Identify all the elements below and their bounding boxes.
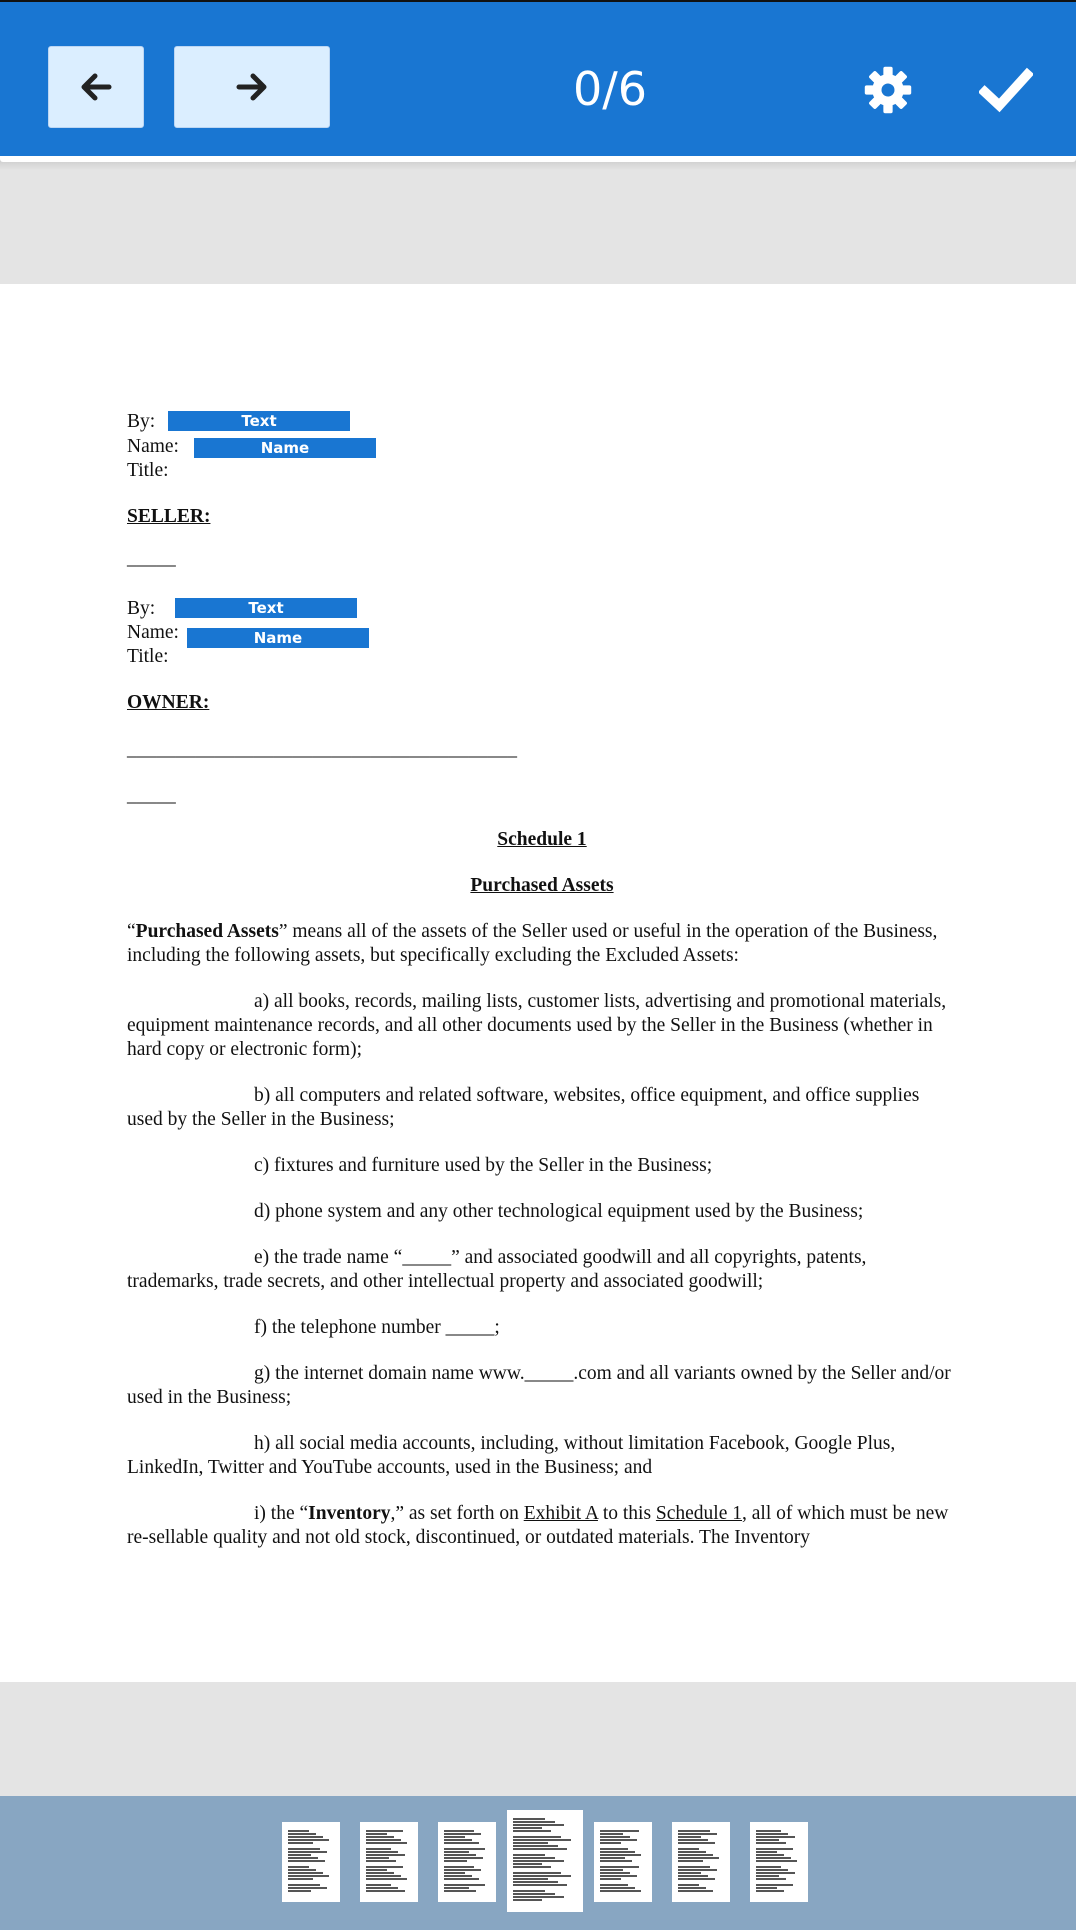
seller-by-label: By: [127,598,156,619]
thumbnail-text-line [366,1833,387,1835]
thumbnail-text-line [678,1830,710,1832]
thumbnail-text-line [513,1857,555,1859]
thumbnail-text-line [444,1887,469,1889]
thumbnail-text-line [444,1842,479,1844]
thumbnail-text-line [756,1884,793,1886]
thumbnail-text-line [756,1848,793,1850]
seller-title-label: Title: [127,646,169,667]
thumbnail-text-line [600,1848,628,1850]
thumbnail-text-line [444,1878,479,1880]
thumbnail-text-line [678,1869,717,1871]
thumbnail-text-line [513,1893,555,1895]
thumbnail-text-line [444,1860,467,1862]
top-toolbar [0,0,1076,160]
intro-open-quote: “ [127,921,136,942]
schedule-subtitle: Purchased Assets [470,875,614,896]
owner-heading: OWNER: [127,692,210,713]
checkmark-icon [979,63,1033,117]
page-thumbnail-3[interactable] [438,1822,496,1902]
intro-text: ” means all of the assets of the Seller used or useful in the operation of the Business, including the following assets, but specifically excluding the Excluded Assets: [127,921,938,966]
thumbnail-text-line [366,1839,401,1841]
thumbnail-text-line [513,1824,564,1826]
thumbnail-text-line [444,1872,465,1874]
thumbnail-text-line [513,1836,561,1838]
thumbnail-text-line [288,1869,316,1871]
thumbnail-text-line [366,1830,403,1832]
item-e: e) the trade name “_____” and associated goodwill and all copyrights, patents, trademarks, trade secrets, and other intellectual property and associated goodwill; [127,1247,867,1292]
thumbnail-text-line [513,1881,558,1883]
thumbnail-text-line [366,1878,407,1880]
thumbnail-text-line [444,1830,474,1832]
item-i-mid1: ,” as set forth on [390,1503,524,1524]
thumbnail-text-line [600,1842,621,1844]
thumbnail-text-line [756,1842,786,1844]
thumbnail-text-line [366,1869,387,1871]
thumbnail-text-line [678,1842,715,1844]
thumbnail-text-line [678,1884,699,1886]
thumbnail-text-line [513,1899,542,1901]
thumbnail-text-line [756,1887,777,1889]
arrow-right-icon [232,67,272,107]
item-f: f) the telephone number _____; [254,1317,500,1338]
thumbnail-text-line [678,1833,717,1835]
thumbnail-text-line [600,1836,630,1838]
thumbnail-text-line [678,1851,706,1853]
done-button[interactable] [978,62,1034,118]
thumbnail-text-line [366,1884,391,1886]
thumbnail-text-line [366,1875,401,1877]
page-thumbnail-2[interactable] [360,1822,418,1902]
thumbnail-text-line [366,1854,405,1856]
thumbnail-text-line [513,1863,542,1865]
thumbnail-text-line [513,1839,571,1841]
thumbnail-text-line [288,1830,309,1832]
thumbnail-text-line [288,1872,323,1874]
thumbnail-text-line [366,1857,389,1859]
thumbnail-text-line [444,1875,472,1877]
thumbnail-text-line [600,1875,637,1877]
page-thumbnail-5[interactable] [594,1822,652,1902]
thumbnail-text-line [678,1854,713,1856]
thumbnail-text-line [288,1875,329,1877]
seller-by-text-field[interactable]: Text [175,598,357,618]
thumbnail-text-line [513,1890,545,1892]
thumbnail-text-line [288,1866,309,1868]
thumbnail-text-line [288,1854,311,1856]
name-label: Name: [127,436,179,457]
thumbnail-text-line [513,1860,564,1862]
thumbnail-text-line [600,1851,635,1853]
thumbnail-text-line [756,1869,788,1871]
thumbnail-text-line [513,1821,555,1823]
thumbnail-text-line [600,1860,632,1862]
page-thumbnail-1[interactable] [282,1822,340,1902]
thumbnail-text-line [600,1878,621,1880]
thumbnail-text-line [678,1872,701,1874]
thumbnail-text-line [756,1875,779,1877]
previous-field-button[interactable] [48,46,144,128]
exhibit-a-reference: Exhibit A [523,1503,598,1524]
thumbnail-text-line [756,1872,795,1874]
arrow-left-icon [76,67,116,107]
schedule-1-reference: Schedule 1 [655,1503,743,1524]
thumbnail-text-line [366,1866,403,1868]
toolbar-progress-line [0,156,1076,162]
intro-defined-term: Purchased Assets [135,921,279,942]
thumbnail-text-line [288,1833,316,1835]
item-d: d) phone system and any other technological equipment used by the Business; [254,1201,864,1222]
thumbnail-text-line [366,1842,407,1844]
thumbnail-text-line [678,1848,699,1850]
thumbnail-text-line [513,1854,545,1856]
item-b: b) all computers and related software, websites, office equipment, and office supplies used by the Seller in the Business; [127,1085,920,1130]
thumbnail-text-line [288,1860,325,1862]
thumbnail-text-line [678,1860,703,1862]
thumbnail-text-line [444,1851,469,1853]
seller-signature-line: _____ [127,548,176,569]
thumbnail-text-line [288,1884,320,1886]
page-thumbnail-7[interactable] [750,1822,808,1902]
thumbnail-text-line [756,1839,779,1841]
thumbnail-text-line [513,1884,567,1886]
thumbnail-text-line [513,1818,545,1820]
thumbnail-text-line [600,1872,630,1874]
purchased-assets-intro [127,920,957,968]
thumbnail-text-line [288,1851,327,1853]
thumbnail-text-line [756,1854,784,1856]
thumbnail-text-line [756,1851,777,1853]
thumbnail-text-line [678,1890,713,1892]
thumbnail-text-line [444,1833,481,1835]
thumbnail-text-line [600,1884,628,1886]
thumbnail-text-line [444,1866,474,1868]
item-i-mid2: to this [597,1503,656,1524]
item-i-end: , all of which must be new re-sellable quality and not old stock, discontinued, or outdated materials. The Inventory [127,1503,949,1548]
gear-icon [862,64,914,116]
thumbnail-text-line [444,1836,465,1838]
item-i-defined-term: Inventory [308,1503,391,1524]
buyer-by-text-field[interactable]: Text [168,411,350,431]
thumbnail-text-line [756,1830,781,1832]
thumbnail-text-line [288,1890,311,1892]
thumbnail-text-line [444,1869,481,1871]
thumbnail-text-line [288,1857,318,1859]
thumbnail-text-line [678,1839,708,1841]
thumbnail-text-line [678,1866,710,1868]
thumbnail-text-line [513,1896,564,1898]
thumbnail-text-line [513,1842,548,1844]
thumbnail-text-line [513,1866,551,1868]
thumbnail-text-line [678,1875,708,1877]
thumbnail-text-line [756,1890,784,1892]
thumbnail-text-line [444,1854,476,1856]
thumbnail-text-line [513,1878,548,1880]
by-label: By: [127,411,156,432]
thumbnail-text-line [600,1854,641,1856]
thumbnail-text-line [756,1857,791,1859]
item-i [127,1502,957,1550]
thumbnail-text-line [366,1872,394,1874]
thumbnail-text-line [366,1848,391,1850]
schedule-title: Schedule 1 [497,829,587,850]
thumbnail-text-line [600,1866,639,1868]
item-c: c) fixtures and furniture used by the Seller in the Business; [254,1155,713,1176]
owner-signature-line: ________________________________________ [127,739,517,760]
item-i-start: i) the “ [254,1503,309,1524]
settings-button[interactable] [860,62,916,118]
thumbnail-text-line [513,1827,542,1829]
thumbnail-text-line [366,1890,405,1892]
thumbnail-text-line [600,1830,639,1832]
page-thumbnail-4-current[interactable] [507,1810,583,1912]
thumbnail-text-line [600,1857,625,1859]
thumbnail-text-line [678,1887,706,1889]
owner-name-line: _____ [127,785,176,806]
thumbnail-text-line [756,1833,788,1835]
thumbnail-text-line [513,1845,558,1847]
thumbnail-text-line [600,1833,623,1835]
thumbnail-text-line [678,1857,719,1859]
thumbnail-text-line [444,1884,485,1886]
thumbnail-text-line [366,1860,396,1862]
thumbnail-text-line [444,1890,476,1892]
thumbnail-text-line [288,1839,329,1841]
buyer-name-field[interactable]: Name [194,438,376,458]
thumbnail-text-line [600,1869,623,1871]
page-thumbnail-6[interactable] [672,1822,730,1902]
item-a: a) all books, records, mailing lists, customer lists, advertising and promotional materials, equipment maintenance records, and all other documents used by the Seller in the Business (whether in hard copy or electronic form); [127,991,947,1060]
thumbnail-text-line [288,1842,313,1844]
thumbnail-text-line [288,1878,313,1880]
thumbnail-text-line [756,1878,786,1880]
next-field-button[interactable] [174,46,330,128]
title-label: Title: [127,460,169,481]
thumbnail-text-line [513,1875,571,1877]
thumbnail-text-line [513,1830,551,1832]
thumbnail-text-line [444,1848,485,1850]
thumbnail-text-line [444,1857,483,1859]
item-g: g) the internet domain name www._____.com and all variants owned by the Seller and/or used in the Business; [127,1363,951,1408]
document-page[interactable] [0,284,1076,1682]
thumbnail-text-line [366,1887,398,1889]
thumbnail-text-line [366,1851,398,1853]
thumbnail-text-line [756,1866,781,1868]
thumbnail-text-line [756,1836,795,1838]
thumbnail-text-line [600,1887,635,1889]
thumbnail-text-line [366,1836,394,1838]
thumbnail-text-line [600,1839,637,1841]
thumbnail-text-line [678,1878,715,1880]
seller-heading: SELLER: [127,506,211,527]
thumbnail-text-line [756,1860,797,1862]
thumbnail-text-line [288,1836,323,1838]
thumbnail-text-line [288,1887,327,1889]
seller-name-field[interactable]: Name [187,628,369,648]
field-progress-counter: 0/6 [572,62,648,116]
seller-name-label: Name: [127,622,179,643]
page-thumbnail-strip [0,1796,1076,1930]
thumbnail-text-line [513,1872,561,1874]
thumbnail-text-line [678,1836,701,1838]
thumbnail-text-line [444,1839,472,1841]
thumbnail-text-line [600,1890,641,1892]
thumbnail-text-line [513,1848,567,1850]
thumbnail-text-line [288,1848,320,1850]
item-h: h) all social media accounts, including, without limitation Facebook, Google Plus, LinkedIn, Twitter and YouTube accounts, used in the Business; and [127,1433,896,1478]
